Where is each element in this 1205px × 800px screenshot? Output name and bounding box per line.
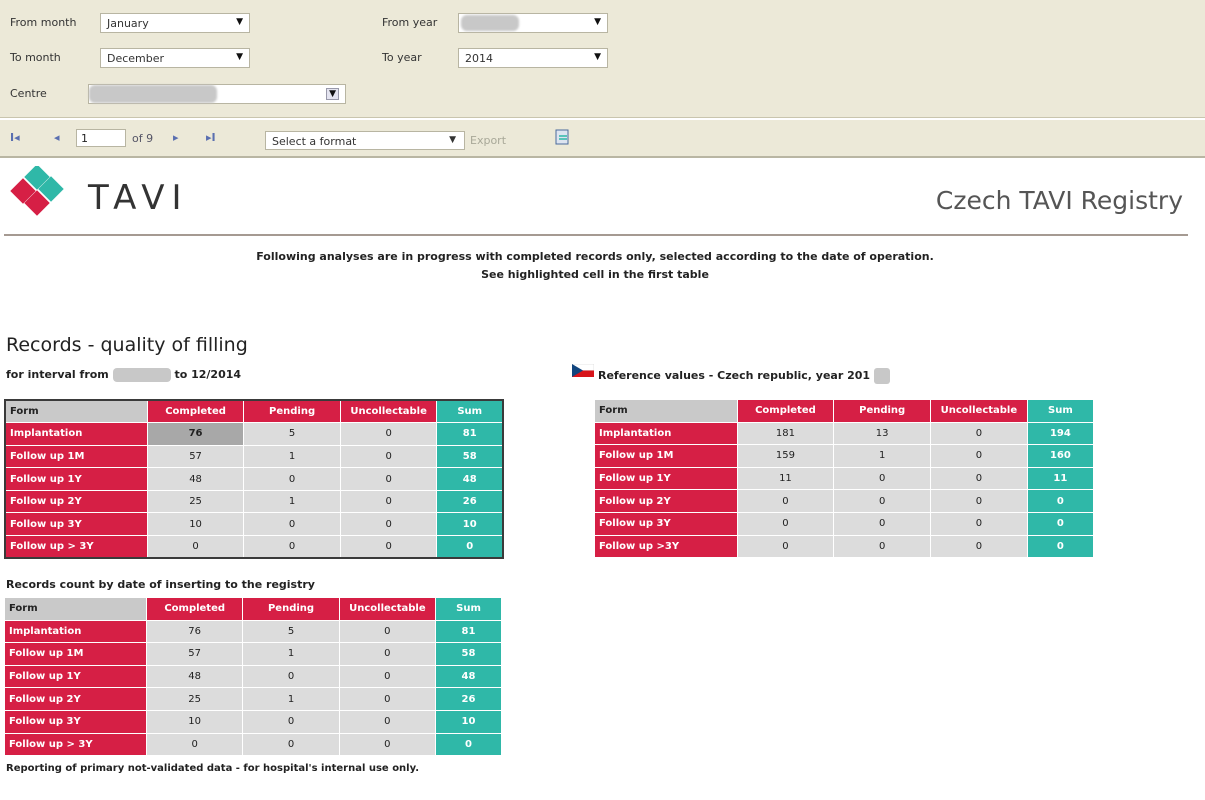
pending-cell: 0	[244, 468, 341, 491]
completed-cell: 0	[147, 733, 243, 756]
uncollectable-cell: 0	[931, 467, 1028, 490]
table-row	[5, 665, 502, 688]
completed-cell: 181	[737, 422, 834, 445]
sum-cell: 48	[437, 468, 503, 491]
table-row	[5, 423, 503, 446]
column-header: Uncollectable	[339, 598, 435, 621]
completed-cell: 10	[147, 710, 243, 733]
sum-cell: 58	[436, 643, 502, 666]
table-row	[595, 445, 1094, 468]
notice-line-1: Following analyses are in progress with completed records only, selected according to the date of operation.	[256, 250, 934, 263]
uncollectable-cell: 0	[931, 535, 1028, 558]
form-cell: Follow up 3Y	[5, 710, 147, 733]
uncollectable-cell: 0	[931, 445, 1028, 468]
from-year-select[interactable]	[458, 13, 608, 33]
reference-label	[598, 368, 890, 384]
sum-cell: 0	[436, 733, 502, 756]
to-year-label: To year	[382, 51, 422, 64]
table-row	[595, 535, 1094, 558]
completed-cell: 11	[737, 467, 834, 490]
pending-cell: 1	[244, 445, 341, 468]
count-table	[4, 597, 502, 756]
sum-cell: 48	[436, 665, 502, 688]
column-header: Uncollectable	[931, 400, 1028, 423]
pending-cell: 0	[834, 490, 931, 513]
completed-cell: 10	[147, 513, 244, 536]
last-page-icon[interactable]: ▸I	[206, 131, 216, 144]
column-header: Form	[595, 400, 738, 423]
export-format-select[interactable]	[265, 131, 465, 150]
from-month-label: From month	[10, 16, 77, 29]
sum-cell: 26	[437, 490, 503, 513]
form-cell: Implantation	[595, 422, 738, 445]
header-divider	[4, 234, 1188, 236]
column-header: Uncollectable	[340, 400, 437, 423]
tavi-logo-icon	[6, 166, 78, 222]
table-row	[5, 733, 502, 756]
form-cell: Follow up 3Y	[5, 513, 147, 536]
sum-cell: 26	[436, 688, 502, 711]
to-month-label: To month	[10, 51, 61, 64]
first-page-icon[interactable]: I◂	[10, 131, 20, 144]
refresh-icon[interactable]	[555, 128, 571, 146]
export-link[interactable]: Export	[470, 134, 507, 147]
from-month-select[interactable]	[100, 13, 250, 33]
table-row	[595, 512, 1094, 535]
column-header: Sum	[437, 400, 503, 423]
registry-title: Czech TAVI Registry	[935, 186, 1183, 215]
pending-cell: 0	[243, 733, 339, 756]
pending-cell: 0	[243, 665, 339, 688]
uncollectable-cell: 0	[340, 536, 437, 559]
form-cell: Follow up 2Y	[595, 490, 738, 513]
pending-cell: 0	[834, 535, 931, 558]
column-header: Form	[5, 400, 147, 423]
pending-cell: 0	[243, 710, 339, 733]
page-number-input[interactable]: 1	[76, 129, 126, 147]
count-label: Records count by date of inserting to the registry	[6, 578, 315, 591]
notice-line-2: See highlighted cell in the first table	[481, 268, 709, 281]
interval-prefix: for interval from	[6, 368, 109, 381]
chevron-down-icon: ▼	[449, 135, 456, 145]
chevron-down-icon: ▼	[236, 17, 243, 27]
completed-cell: 0	[147, 536, 244, 559]
page-count-label: of 9	[132, 132, 154, 145]
centre-select[interactable]	[88, 84, 346, 104]
to-year-select[interactable]	[458, 48, 608, 68]
uncollectable-cell: 0	[339, 643, 435, 666]
reference-text: Reference values - Czech republic, year 201	[598, 369, 871, 382]
completed-cell: 159	[737, 445, 834, 468]
sum-cell: 0	[1027, 535, 1093, 558]
from-year-label: From year	[382, 16, 438, 29]
uncollectable-cell: 0	[340, 468, 437, 491]
uncollectable-cell: 0	[340, 423, 437, 446]
uncollectable-cell: 0	[340, 490, 437, 513]
table-row	[5, 513, 503, 536]
table-row	[5, 643, 502, 666]
pending-cell: 1	[244, 490, 341, 513]
form-cell: Follow up 1M	[5, 643, 147, 666]
sum-cell: 58	[437, 445, 503, 468]
chevron-down-icon: ▼	[326, 88, 339, 100]
uncollectable-cell: 0	[339, 620, 435, 643]
table-row	[5, 620, 502, 643]
uncollectable-cell: 0	[340, 445, 437, 468]
chevron-down-icon: ▼	[594, 52, 601, 62]
pending-cell: 0	[834, 512, 931, 535]
form-cell: Follow up > 3Y	[5, 536, 147, 559]
sum-cell: 0	[1027, 512, 1093, 535]
table-header-row	[595, 400, 1094, 423]
form-cell: Implantation	[5, 423, 147, 446]
chevron-down-icon: ▼	[236, 52, 243, 62]
pending-cell: 0	[244, 536, 341, 559]
form-cell: Follow up 2Y	[5, 688, 147, 711]
uncollectable-cell: 0	[339, 665, 435, 688]
uncollectable-cell: 0	[339, 733, 435, 756]
uncollectable-cell: 0	[931, 512, 1028, 535]
logo-text: TAVI	[88, 178, 189, 218]
interval-label	[6, 368, 241, 382]
section-title: Records - quality of filling	[6, 334, 248, 356]
completed-cell: 57	[147, 643, 243, 666]
chevron-down-icon: ▼	[594, 17, 601, 27]
form-cell: Follow up 1Y	[595, 467, 738, 490]
completed-cell: 76	[147, 620, 243, 643]
table-row	[5, 710, 502, 733]
redacted-date	[113, 368, 171, 382]
centre-label: Centre	[10, 87, 47, 100]
completed-cell: 48	[147, 468, 244, 491]
table-row	[5, 536, 503, 559]
to-year-value: 2014	[465, 52, 493, 65]
pending-cell: 1	[834, 445, 931, 468]
pending-cell: 0	[244, 513, 341, 536]
previous-page-icon[interactable]: ◂	[54, 131, 60, 144]
table-row	[595, 467, 1094, 490]
pending-cell: 1	[243, 688, 339, 711]
sum-cell: 10	[436, 710, 502, 733]
table-row	[5, 688, 502, 711]
uncollectable-cell: 0	[931, 422, 1028, 445]
to-month-value: December	[107, 52, 165, 65]
from-month-value: January	[107, 17, 149, 30]
reference-table	[594, 399, 1094, 558]
form-cell: Follow up 1M	[5, 445, 147, 468]
sum-cell: 194	[1027, 422, 1093, 445]
redacted-value	[89, 85, 217, 103]
form-cell: Follow up > 3Y	[5, 733, 147, 756]
table-row	[5, 445, 503, 468]
column-header: Pending	[243, 598, 339, 621]
czech-flag-icon	[572, 364, 594, 377]
report-toolbar	[0, 120, 1205, 158]
pending-cell: 0	[834, 467, 931, 490]
parameter-panel	[0, 0, 1205, 118]
form-cell: Follow up 2Y	[5, 490, 147, 513]
column-header: Completed	[147, 598, 243, 621]
table-row	[5, 468, 503, 491]
completed-cell: 0	[737, 490, 834, 513]
to-month-select[interactable]	[100, 48, 250, 68]
table-header-row	[5, 598, 502, 621]
completed-cell: 0	[737, 535, 834, 558]
table-header-row	[5, 400, 503, 423]
export-format-placeholder: Select a format	[272, 135, 357, 148]
column-header: Completed	[737, 400, 834, 423]
next-page-icon[interactable]: ▸	[173, 131, 179, 144]
quality-table	[4, 399, 504, 559]
form-cell: Follow up 3Y	[595, 512, 738, 535]
form-cell: Implantation	[5, 620, 147, 643]
completed-cell: 48	[147, 665, 243, 688]
column-header: Pending	[834, 400, 931, 423]
table-row	[5, 490, 503, 513]
completed-cell: 25	[147, 490, 244, 513]
completed-cell: 57	[147, 445, 244, 468]
redacted-year-digit	[874, 368, 890, 384]
sum-cell: 160	[1027, 445, 1093, 468]
form-cell: Follow up >3Y	[595, 535, 738, 558]
sum-cell: 11	[1027, 467, 1093, 490]
pending-cell: 13	[834, 422, 931, 445]
sum-cell: 10	[437, 513, 503, 536]
uncollectable-cell: 0	[340, 513, 437, 536]
column-header: Sum	[1027, 400, 1093, 423]
form-cell: Follow up 1Y	[5, 665, 147, 688]
completed-cell: 0	[737, 512, 834, 535]
column-header: Completed	[147, 400, 244, 423]
pending-cell: 1	[243, 643, 339, 666]
form-cell: Follow up 1Y	[5, 468, 147, 491]
pending-cell: 5	[244, 423, 341, 446]
footer-note: Reporting of primary not-validated data - for hospital's internal use only.	[6, 763, 420, 774]
completed-cell: 76	[147, 423, 244, 446]
table-row	[595, 490, 1094, 513]
column-header: Pending	[244, 400, 341, 423]
column-header: Sum	[436, 598, 502, 621]
uncollectable-cell: 0	[931, 490, 1028, 513]
completed-cell: 25	[147, 688, 243, 711]
sum-cell: 0	[1027, 490, 1093, 513]
sum-cell: 0	[437, 536, 503, 559]
sum-cell: 81	[436, 620, 502, 643]
sum-cell: 81	[437, 423, 503, 446]
form-cell: Follow up 1M	[595, 445, 738, 468]
redacted-value	[461, 15, 519, 31]
table-row	[595, 422, 1094, 445]
uncollectable-cell: 0	[339, 710, 435, 733]
column-header: Form	[5, 598, 147, 621]
interval-suffix: to 12/2014	[174, 368, 242, 381]
uncollectable-cell: 0	[339, 688, 435, 711]
pending-cell: 5	[243, 620, 339, 643]
